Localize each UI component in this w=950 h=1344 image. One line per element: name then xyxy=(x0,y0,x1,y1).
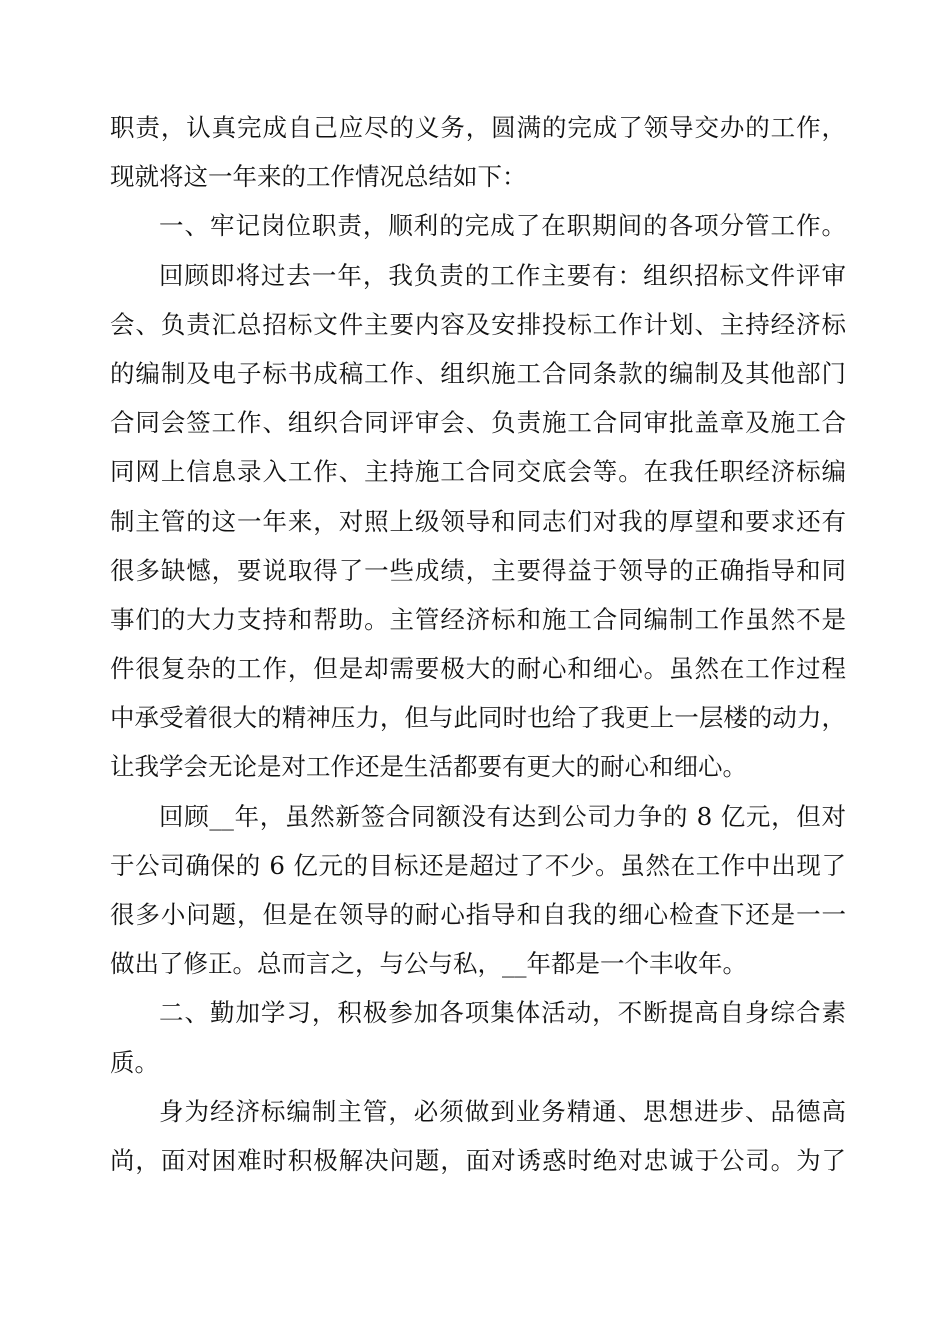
text-line: 会、负责汇总招标文件主要内容及安排投标工作计划、主持经济标 xyxy=(110,309,846,339)
text-line: 回顾即将过去一年，我负责的工作主要有：组织招标文件评审 xyxy=(159,260,846,290)
text-line: 尚，面对困难时积极解决问题，面对诱惑时绝对忠诚于公司。为了 xyxy=(110,1145,846,1175)
text-line: 件很复杂的工作，但是却需要极大的耐心和细心。虽然在工作过程 xyxy=(110,654,846,684)
text-line: 的编制及电子标书成稿工作、组织施工合同条款的编制及其他部门 xyxy=(110,358,846,388)
text-line: 职责，认真完成自己应尽的义务，圆满的完成了领导交办的工作， xyxy=(110,113,846,142)
text-line: 让我学会无论是对工作还是生活都要有更大的耐心和细心。 xyxy=(110,752,747,782)
text-line: 很多小问题，但是在领导的耐心指导和自我的细心检查下还是一一 xyxy=(110,900,846,929)
document-body xyxy=(110,103,846,1185)
text-line: 制主管的这一年来，对照上级领导和同志们对我的厚望和要求还有 xyxy=(110,506,846,536)
section-heading: 二、勤加学习，积极参加各项集体活动，不断提高自身综合素 xyxy=(159,998,846,1028)
text-line: 现就将这一年来的工作情况总结如下： xyxy=(110,162,527,192)
text-line: 中承受着很大的精神压力，但与此同时也给了我更上一层楼的动力， xyxy=(110,703,846,733)
text-line: 同网上信息录入工作、主持施工合同交底会等。在我任职经济标编 xyxy=(110,457,846,487)
text-line: 质。 xyxy=(110,1047,159,1077)
text-line: 事们的大力支持和帮助。主管经济标和施工合同编制工作虽然不是 xyxy=(110,604,846,634)
text-line: 很多缺憾，要说取得了一些成绩，主要得益于领导的正确指导和同 xyxy=(110,555,846,585)
text-line: 于公司确保的 6 亿元的目标还是超过了不少。虽然在工作中出现了 xyxy=(110,850,846,880)
text-line: 回顾__年，虽然新签合同额没有达到公司力争的 8 亿元，但对 xyxy=(159,801,846,831)
text-line: 身为经济标编制主管，必须做到业务精通、思想进步、品德高 xyxy=(159,1096,846,1126)
text-line: 合同会签工作、组织合同评审会、负责施工合同审批盖章及施工合 xyxy=(110,408,846,438)
text-line: 做出了修正。总而言之，与公与私，__年都是一个丰收年。 xyxy=(110,949,747,979)
section-heading: 一、牢记岗位职责，顺利的完成了在职期间的各项分管工作。 xyxy=(159,211,846,241)
